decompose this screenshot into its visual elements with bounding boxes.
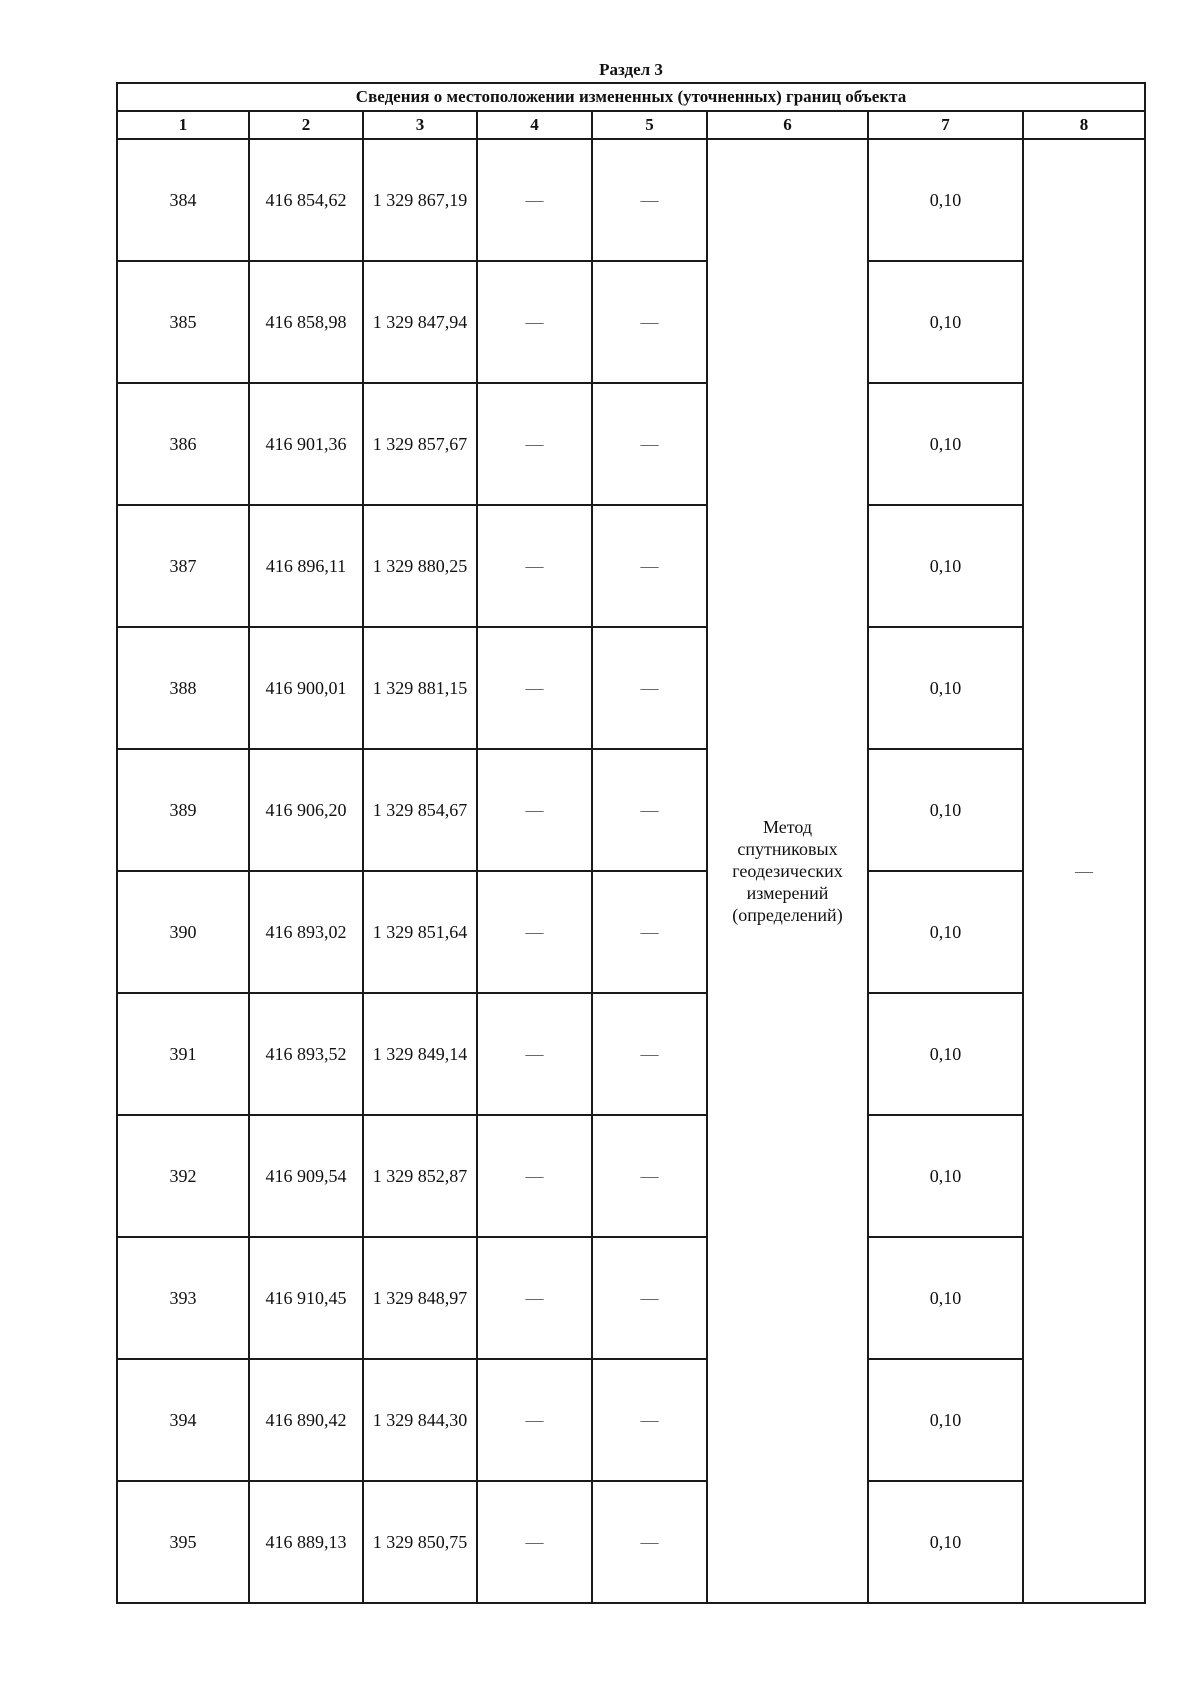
point-number-cell: 384 [117, 139, 249, 261]
accuracy-cell: 0,10 [868, 383, 1023, 505]
column-4-cell: — [477, 749, 592, 871]
point-number-cell: 395 [117, 1481, 249, 1603]
method-text-line: (определений) [732, 905, 843, 925]
y-coordinate-cell: 1 329 849,14 [363, 993, 477, 1115]
table-row [117, 1359, 1145, 1481]
column-5-cell: — [592, 627, 707, 749]
y-coordinate-cell: 1 329 880,25 [363, 505, 477, 627]
table-row [117, 871, 1145, 993]
column-5-cell: — [592, 993, 707, 1115]
accuracy-cell: 0,10 [868, 749, 1023, 871]
column-4-cell: — [477, 871, 592, 993]
y-coordinate-cell: 1 329 852,87 [363, 1115, 477, 1237]
y-coordinate-cell: 1 329 851,64 [363, 871, 477, 993]
table-row [117, 749, 1145, 871]
point-number-cell: 394 [117, 1359, 249, 1481]
column-5-cell: — [592, 1115, 707, 1237]
accuracy-cell: 0,10 [868, 1237, 1023, 1359]
column-number-1: 1 [117, 111, 249, 139]
column-4-cell: — [477, 627, 592, 749]
x-coordinate-cell: 416 858,98 [249, 261, 363, 383]
column-4-cell: — [477, 1115, 592, 1237]
column-5-cell: — [592, 505, 707, 627]
column-5-cell: — [592, 383, 707, 505]
x-coordinate-cell: 416 893,02 [249, 871, 363, 993]
x-coordinate-cell: 416 889,13 [249, 1481, 363, 1603]
column-8-cell: — [1023, 139, 1145, 1603]
column-4-cell: — [477, 383, 592, 505]
column-5-cell: — [592, 1359, 707, 1481]
table-row [117, 261, 1145, 383]
y-coordinate-cell: 1 329 848,97 [363, 1237, 477, 1359]
accuracy-cell: 0,10 [868, 871, 1023, 993]
y-coordinate-cell: 1 329 867,19 [363, 139, 477, 261]
column-4-cell: — [477, 139, 592, 261]
method-cell [707, 139, 868, 1603]
accuracy-cell: 0,10 [868, 1481, 1023, 1603]
y-coordinate-cell: 1 329 850,75 [363, 1481, 477, 1603]
y-coordinate-cell: 1 329 844,30 [363, 1359, 477, 1481]
point-number-cell: 391 [117, 993, 249, 1115]
column-number-3: 3 [363, 111, 477, 139]
column-4-cell: — [477, 1481, 592, 1603]
x-coordinate-cell: 416 901,36 [249, 383, 363, 505]
column-number-row [117, 111, 1145, 139]
x-coordinate-cell: 416 910,45 [249, 1237, 363, 1359]
column-5-cell: — [592, 1481, 707, 1603]
point-number-cell: 387 [117, 505, 249, 627]
table-body [117, 139, 1145, 1603]
column-number-7: 7 [868, 111, 1023, 139]
accuracy-cell: 0,10 [868, 139, 1023, 261]
column-5-cell: — [592, 139, 707, 261]
column-number-2: 2 [249, 111, 363, 139]
column-4-cell: — [477, 1359, 592, 1481]
method-text-line: геодезических [732, 861, 843, 881]
accuracy-cell: 0,10 [868, 1359, 1023, 1481]
accuracy-cell: 0,10 [868, 505, 1023, 627]
boundary-table [116, 82, 1146, 1604]
accuracy-cell: 0,10 [868, 627, 1023, 749]
x-coordinate-cell: 416 906,20 [249, 749, 363, 871]
table-row [117, 1115, 1145, 1237]
method-text-line: спутниковых [737, 839, 838, 859]
y-coordinate-cell: 1 329 881,15 [363, 627, 477, 749]
table-row [117, 993, 1145, 1115]
point-number-cell: 385 [117, 261, 249, 383]
table-row [117, 1237, 1145, 1359]
column-5-cell: — [592, 871, 707, 993]
table-row [117, 1481, 1145, 1603]
x-coordinate-cell: 416 896,11 [249, 505, 363, 627]
point-number-cell: 388 [117, 627, 249, 749]
method-text-line: измерений [746, 883, 829, 903]
x-coordinate-cell: 416 900,01 [249, 627, 363, 749]
column-4-cell: — [477, 993, 592, 1115]
column-4-cell: — [477, 261, 592, 383]
accuracy-cell: 0,10 [868, 1115, 1023, 1237]
column-4-cell: — [477, 1237, 592, 1359]
column-5-cell: — [592, 261, 707, 383]
x-coordinate-cell: 416 909,54 [249, 1115, 363, 1237]
y-coordinate-cell: 1 329 857,67 [363, 383, 477, 505]
point-number-cell: 392 [117, 1115, 249, 1237]
point-number-cell: 389 [117, 749, 249, 871]
table-title: Сведения о местоположении измененных (уточненных) границ объекта [117, 83, 1145, 111]
x-coordinate-cell: 416 893,52 [249, 993, 363, 1115]
column-4-cell: — [477, 505, 592, 627]
accuracy-cell: 0,10 [868, 261, 1023, 383]
column-5-cell: — [592, 1237, 707, 1359]
accuracy-cell: 0,10 [868, 993, 1023, 1115]
point-number-cell: 390 [117, 871, 249, 993]
point-number-cell: 393 [117, 1237, 249, 1359]
column-number-4: 4 [477, 111, 592, 139]
column-5-cell: — [592, 749, 707, 871]
table-row [117, 383, 1145, 505]
table-row [117, 627, 1145, 749]
x-coordinate-cell: 416 854,62 [249, 139, 363, 261]
x-coordinate-cell: 416 890,42 [249, 1359, 363, 1481]
column-number-8: 8 [1023, 111, 1145, 139]
point-number-cell: 386 [117, 383, 249, 505]
column-number-5: 5 [592, 111, 707, 139]
section-title: Раздел 3 [599, 60, 663, 79]
y-coordinate-cell: 1 329 854,67 [363, 749, 477, 871]
table-row [117, 505, 1145, 627]
method-text-line: Метод [762, 817, 813, 837]
table-row [117, 139, 1145, 261]
column-number-6: 6 [707, 111, 868, 139]
y-coordinate-cell: 1 329 847,94 [363, 261, 477, 383]
